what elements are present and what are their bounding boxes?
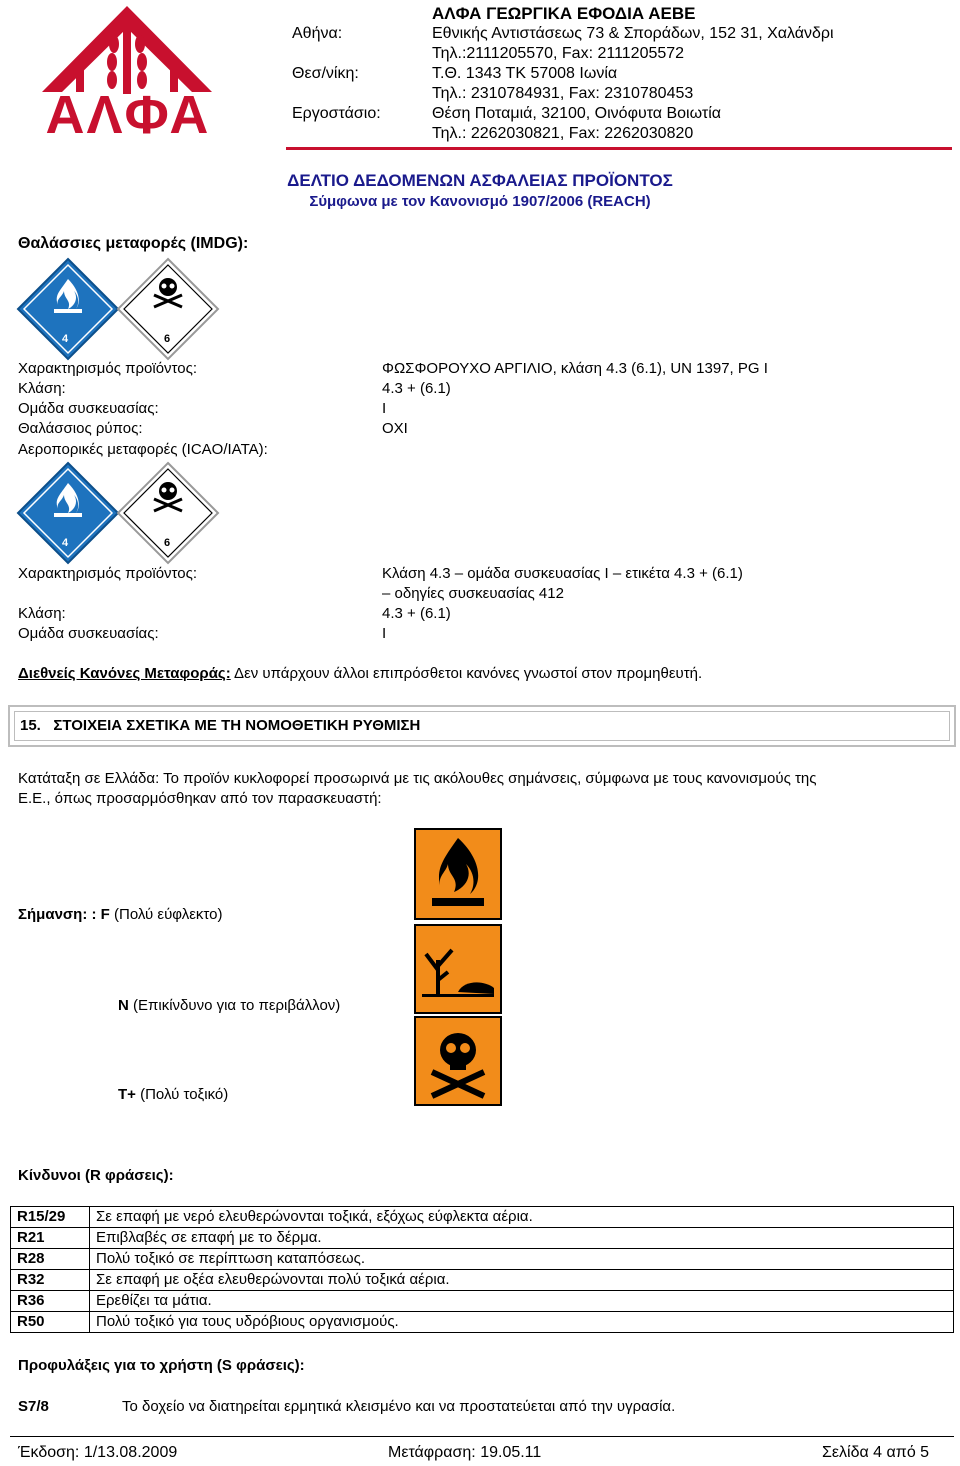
r-code: R36 bbox=[11, 1291, 90, 1312]
skull-crossbones-icon bbox=[414, 1016, 502, 1110]
table-row bbox=[11, 1207, 954, 1228]
header-row-5-label: Εργοστάσιο: bbox=[292, 105, 381, 122]
table-row bbox=[11, 1312, 954, 1333]
flammable-wet-diamond-icon-air bbox=[16, 461, 120, 569]
marking-t-text: (Πολύ τοξικό) bbox=[135, 1086, 229, 1103]
table-row bbox=[11, 1228, 954, 1249]
imdg-desc-value: ΦΩΣΦΟΡΟΥΧΟ ΑΡΓΙΛΙΟ, κλάση 4.3 (6.1), UN 1397, PG I bbox=[382, 360, 768, 377]
header-row-6-value: Τηλ.: 2262030821, Fax: 2262030820 bbox=[432, 125, 694, 142]
icao-desc-line2: – οδηγίες συσκευασίας 412 bbox=[382, 585, 564, 602]
header-row-5-value: Θέση Ποταμιά, 32100, Οινόφυτα Βοιωτία bbox=[432, 105, 721, 122]
footer-page: Σελίδα 4 από 5 bbox=[822, 1444, 930, 1461]
header-row-1-value: Εθνικής Αντιστάσεως 73 & Σποράδων, 152 31, Χαλάνδρι bbox=[432, 25, 834, 42]
toxic-class-label: 6 bbox=[164, 333, 171, 345]
icao-heading: Αεροπορικές μεταφορές (ICAO/IATA): bbox=[18, 441, 268, 458]
r-text: Σε επαφή με οξέα ελευθερώνονται πολύ τοξικά αέρια. bbox=[90, 1270, 954, 1291]
flammable-wet-diamond-icon bbox=[16, 257, 120, 365]
imdg-class-value: 4.3 + (6.1) bbox=[382, 380, 451, 397]
marking-f bbox=[18, 906, 222, 923]
section-15-title: 15. ΣΤΟΙΧΕΙΑ ΣΧΕΤΙΚΑ ΜΕ ΤΗ ΝΟΜΟΘΕΤΙΚΗ ΡΥΘΜΙΣΗ bbox=[20, 717, 421, 734]
icao-desc-line1: Κλάση 4.3 – ομάδα συσκευασίας I – ετικέτα 4.3 + (6.1) bbox=[382, 565, 743, 582]
flame-icon bbox=[414, 828, 502, 924]
icao-desc-label: Χαρακτηρισμός προϊόντος: bbox=[18, 565, 198, 582]
toxic-class-label-air: 6 bbox=[164, 537, 171, 549]
document-subtitle: Σύμφωνα με τον Κανονισμό 1907/2006 (REACH) bbox=[309, 193, 651, 210]
icao-class-label: Κλάση: bbox=[18, 605, 66, 622]
header-row-4-value: Τηλ.: 2310784931, Fax: 2310780453 bbox=[432, 85, 694, 102]
marking-label: Σήμανση: bbox=[18, 906, 88, 923]
toxic-diamond-icon-air bbox=[116, 461, 220, 569]
footer-edition: Έκδοση: 1/13.08.2009 bbox=[18, 1444, 178, 1461]
marking-t bbox=[118, 1086, 228, 1103]
marking-f-code: : F bbox=[91, 906, 110, 923]
r-text: Πολύ τοξικό για τους υδρόβιους οργανισμούς. bbox=[90, 1312, 954, 1333]
r-code: R21 bbox=[11, 1228, 90, 1249]
company-name: ΑΛΦΑ ΓΕΩΡΓΙΚΑ ΕΦΟΔΙΑ ΑΕΒΕ bbox=[432, 4, 696, 23]
classification-text-2: Ε.Ε., όπως προσαρμόσθηκαν από τον παρασκευαστή: bbox=[18, 790, 382, 807]
table-row bbox=[11, 1270, 954, 1291]
r-text: Σε επαφή με νερό ελευθερώνονται τοξικά, εξόχως εύφλεκτα αέρια. bbox=[90, 1207, 954, 1228]
r-text: Επιβλαβές σε επαφή με το δέρμα. bbox=[90, 1228, 954, 1249]
marking-n-text: (Επικίνδυνο για το περιβάλλον) bbox=[128, 997, 341, 1014]
icao-class-value: 4.3 + (6.1) bbox=[382, 605, 451, 622]
marking-f-text: (Πολύ εύφλεκτο) bbox=[109, 906, 223, 923]
table-row bbox=[11, 1291, 954, 1312]
r-code: R15/29 bbox=[11, 1207, 90, 1228]
s-text: Το δοχείο να διατηρείται ερμητικά κλεισμένο και να προστατεύεται από την υγρασία. bbox=[122, 1398, 676, 1415]
r-code: R28 bbox=[11, 1249, 90, 1270]
header-row-2-value: Τηλ.:2111205570, Fax: 2111205572 bbox=[432, 45, 685, 62]
imdg-class-label: Κλάση: bbox=[18, 380, 66, 397]
r-phrases-heading: Κίνδυνοι (R φράσεις): bbox=[18, 1167, 174, 1184]
classification-text-1: Κατάταξη σε Ελλάδα: Το προϊόν κυκλοφορεί προσωρινά με τις ακόλουθες σημάνσεις, σύμφωνα με τους κανονισμούς της bbox=[18, 770, 817, 787]
footer-divider bbox=[10, 1436, 954, 1437]
r-phrases-table bbox=[10, 1206, 954, 1333]
table-row bbox=[11, 1249, 954, 1270]
header-row-1-label: Αθήνα: bbox=[292, 25, 343, 42]
footer-translation: Μετάφραση: 19.05.11 bbox=[388, 1444, 542, 1461]
imdg-group-value: I bbox=[382, 400, 387, 417]
intl-rules bbox=[18, 665, 702, 682]
r-text: Ερεθίζει τα μάτια. bbox=[90, 1291, 954, 1312]
imdg-desc-label: Χαρακτηρισμός προϊόντος: bbox=[18, 360, 198, 377]
s-code: S7/8 bbox=[18, 1398, 49, 1415]
intl-rules-text: Δεν υπάρχουν άλλοι επιπρόσθετοι κανόνες γνωστοί στον προμηθευτή. bbox=[230, 665, 703, 682]
document-title: ΔΕΛΤΙΟ ΔΕΔΟΜΕΝΩΝ ΑΣΦΑΛΕΙΑΣ ΠΡΟΪΟΝΤΟΣ bbox=[287, 171, 673, 190]
toxic-diamond-icon bbox=[116, 257, 220, 365]
marking-n bbox=[118, 997, 340, 1014]
imdg-pollutant-label: Θαλάσσιος ρύπος: bbox=[18, 420, 143, 437]
r-code: R50 bbox=[11, 1312, 90, 1333]
r-code: R32 bbox=[11, 1270, 90, 1291]
imdg-group-label: Ομάδα συσκευασίας: bbox=[18, 400, 159, 417]
flammable-wet-class-label-air: 4 bbox=[62, 537, 69, 549]
imdg-heading: Θαλάσσιες μεταφορές (IMDG): bbox=[18, 235, 249, 252]
environment-hazard-icon bbox=[414, 924, 502, 1018]
icao-group-value: I bbox=[382, 625, 387, 642]
header-divider bbox=[286, 147, 952, 150]
imdg-pollutant-value: ΟΧΙ bbox=[382, 420, 408, 437]
marking-n-code: N bbox=[118, 997, 129, 1014]
header-row-3-value: Τ.Θ. 1343 ΤΚ 57008 Ιωνία bbox=[432, 65, 618, 82]
icao-group-label: Ομάδα συσκευασίας: bbox=[18, 625, 159, 642]
logo-wordmark: ΑΛΦΑ bbox=[45, 85, 211, 145]
r-text: Πολύ τοξικό σε περίπτωση καταπόσεως. bbox=[90, 1249, 954, 1270]
flammable-wet-class-label: 4 bbox=[62, 333, 69, 345]
s-phrases-heading: Προφυλάξεις για το χρήστη (S φράσεις): bbox=[18, 1357, 305, 1374]
section-15-header bbox=[8, 705, 956, 747]
header-row-3-label: Θεσ/νίκη: bbox=[292, 65, 359, 82]
intl-rules-label: Διεθνείς Κανόνες Μεταφοράς: bbox=[18, 665, 231, 682]
marking-t-code: T+ bbox=[118, 1086, 136, 1103]
